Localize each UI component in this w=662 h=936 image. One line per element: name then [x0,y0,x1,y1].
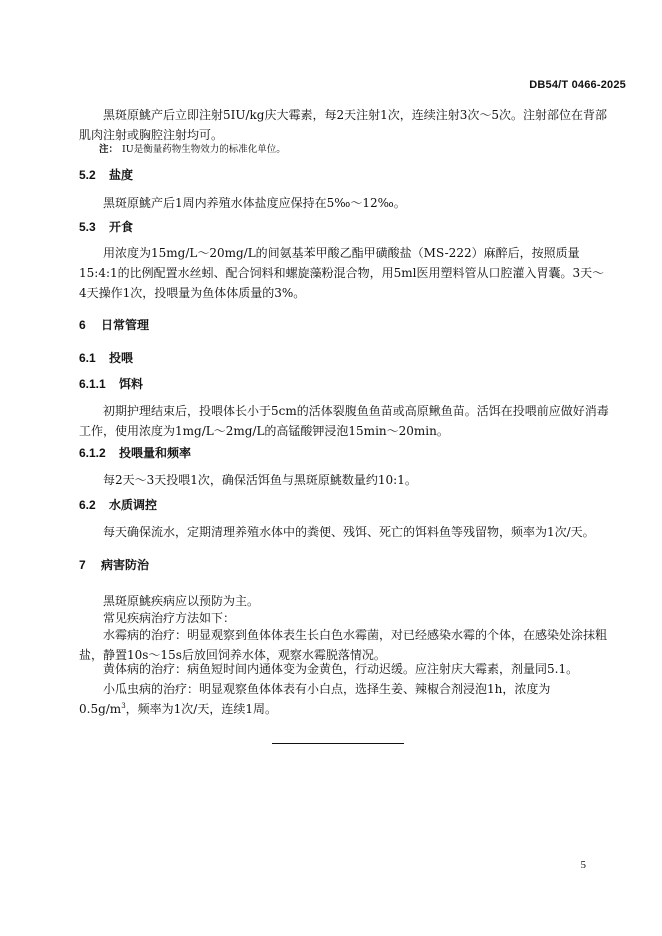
heading-5-3 [79,219,133,235]
paragraph-6-2-water-quality: 每天确保流水，定期清理养殖水体中的粪便、残饵、死亡的饵料鱼等残留物，频率为1次/天。 [103,525,595,539]
heading-6-number: 6 [79,318,86,332]
heading-5-3-number: 5.3 [79,220,96,234]
heading-7 [79,557,149,573]
heading-6-1 [79,350,133,366]
heading-5-3-title: 开食 [109,220,134,234]
heading-6-1-title: 投喂 [109,351,134,365]
heading-6 [79,317,149,333]
heading-6-1-1-title: 饵料 [119,377,144,391]
ich-text-main: 小瓜虫病的治疗：明显观察鱼体体表有小白点，选择生姜、辣椒合剂浸泡1h，浓度为0.5g/m [79,682,551,716]
paragraph-5-1-injection: 黑斑原鮡产后立即注射5IU/kg庆大霉素，每2天注射1次，连续注射3次～5次。注射部位在背部肌肉注射或胸腔注射均可。 [79,108,608,142]
note-label: 注： [99,144,119,155]
paragraph-5-2-salinity: 黑斑原鮡产后1周内养殖水体盐度应保持在5‰～12‰。 [103,196,406,210]
heading-6-2 [79,497,157,513]
heading-6-1-2-number: 6.1.2 [79,446,106,460]
document-number: DB54/T 0466-2025 [529,79,626,91]
heading-5-2-title: 盐度 [109,168,134,182]
paragraph-7-methods-intro: 常见疾病治疗方法如下： [103,611,236,625]
heading-5-2 [79,167,133,183]
heading-7-number: 7 [79,558,86,572]
note-text: IU是衡量药物生物效力的标准化单位。 [122,144,286,155]
paragraph-7-prevention: 黑斑原鮡疾病应以预防为主。 [103,594,260,608]
paragraph-6-1-1-bait: 初期护理结束后，投喂体长小于5cm的活体裂腹鱼鱼苗或高原鳅鱼苗。活饵在投喂前应做好消毒工作，使用浓度为1mg/L～2mg/L的高锰酸钾浸泡15min～20min。 [79,404,609,438]
paragraph-7-ichthyophthirius [79,679,609,719]
heading-6-1-2-title: 投喂量和频率 [119,446,192,460]
heading-6-1-1 [79,376,143,392]
heading-6-title: 日常管理 [101,318,150,332]
end-of-text-rule [272,743,404,744]
paragraph-7-jaundice: 黄体病的治疗：病鱼短时间内通体变为金黄色，行动迟缓。应注射庆大霉素，剂量同5.1。 [103,662,579,676]
heading-6-2-number: 6.2 [79,498,96,512]
paragraph-7-saprolegnia: 水霉病的治疗：明显观察到鱼体体表生长白色水霉菌，对已经感染水霉的个体，在感染处涂抹粗盐，静置10s～15s后放回饲养水体，观察水霉脱落情况。 [79,628,608,662]
heading-6-1-number: 6.1 [79,351,96,365]
heading-6-2-title: 水质调控 [109,498,158,512]
paragraph-6-1-2-frequency: 每2天～3天投喂1次，确保活饵鱼与黑斑原鮡数量约10:1。 [103,473,417,487]
page-number: 5 [580,859,586,871]
heading-6-1-2 [79,445,191,461]
ich-text-tail: ，频率为1次/天，连续1周。 [125,702,277,716]
heading-7-title: 病害防治 [101,558,150,572]
note-iu [99,143,609,157]
paragraph-5-3-feeding: 用浓度为15mg/L～20mg/L的间氨基苯甲酸乙酯甲磺酸盐（MS-222）麻醉后，按照质量15:4:1的比例配置水丝蚓、配合饲料和螺旋藻粉混合物，用5ml医用塑料管从口腔灌入胃囊。3天～4天操作1次，投喂量为鱼体体质量的3%。 [79,246,605,300]
heading-6-1-1-number: 6.1.1 [79,377,106,391]
heading-5-2-number: 5.2 [79,168,96,182]
ich-unit-superscript: 3 [121,702,126,710]
